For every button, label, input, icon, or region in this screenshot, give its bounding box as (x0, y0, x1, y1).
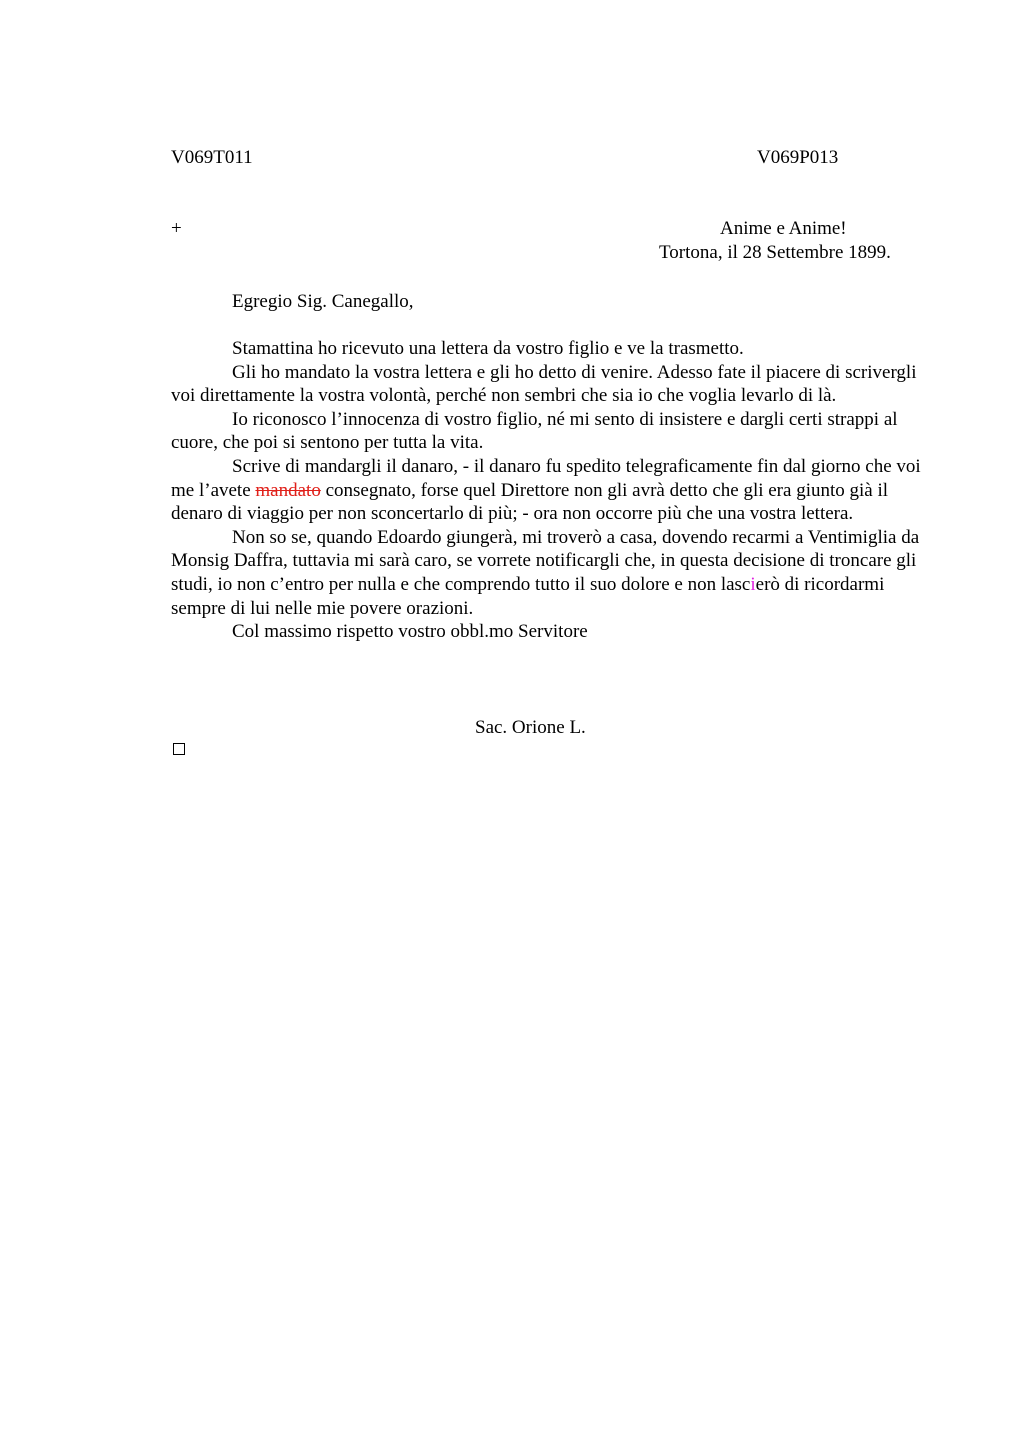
paragraph-3: Io riconosco l’innocenza di vostro figlio, né mi sento di insistere e dargli certi strappi al cuore, che poi si sentono per tutta la vita. (171, 408, 898, 454)
paragraph-2: Gli ho mandato la vostra lettera e gli ho detto di venire. Adesso fate il piacere di scrivergli voi direttamente la vostra volontà, perché non sembri che sia io che voglia levarlo di là. (171, 361, 917, 407)
struck-word: mandato (255, 479, 321, 501)
highlighted-letter: i (750, 573, 756, 595)
document-code-right: V069P013 (757, 147, 839, 168)
salutation: Egregio Sig. Canegallo, (232, 291, 414, 312)
closing-line: Col massimo rispetto vostro obbl.mo Servitore (232, 621, 588, 643)
paragraph-5 (171, 526, 923, 620)
document-code-left: V069T011 (171, 147, 253, 168)
signature: Sac. Orione L. (475, 717, 586, 738)
dateline: Tortona, il 28 Settembre 1899. (659, 242, 891, 263)
paragraph-4-text-a: Scrive di mandargli il danaro, - il danaro fu spedito telegraficamente fin dal giorno che voi me l’avete (171, 455, 921, 501)
paragraph-4 (171, 455, 923, 526)
end-box-icon (173, 743, 185, 755)
paragraph-4-text-b: consegnato, forse quel Direttore non gli avrà detto che gli era giunto già il denaro di viaggio per non sconcertarlo di più; - ora non occorre più che una vostra lettera. (171, 479, 889, 525)
paragraph-5-text-a: Non so se, quando Edoardo giungerà, mi troverò a casa, dovendo recarmi a Ventimiglia da Monsig Daffra, tuttavia mi sarà caro, se vorrete notificargli che, in questa decisione di troncare gli studi, io non c’entro per nulla e che comprendo tutto il suo dolore e non lasc (171, 526, 920, 595)
motto: Anime e Anime! (720, 218, 847, 239)
paragraph-1: Stamattina ho ricevuto una lettera da vostro figlio e ve la trasmetto. (232, 338, 744, 359)
cross-mark: + (171, 218, 182, 239)
paragraph-5-text-b: erò di ricordarmi sempre di lui nelle mie povere orazioni. (171, 573, 885, 619)
letter-body (171, 337, 923, 644)
